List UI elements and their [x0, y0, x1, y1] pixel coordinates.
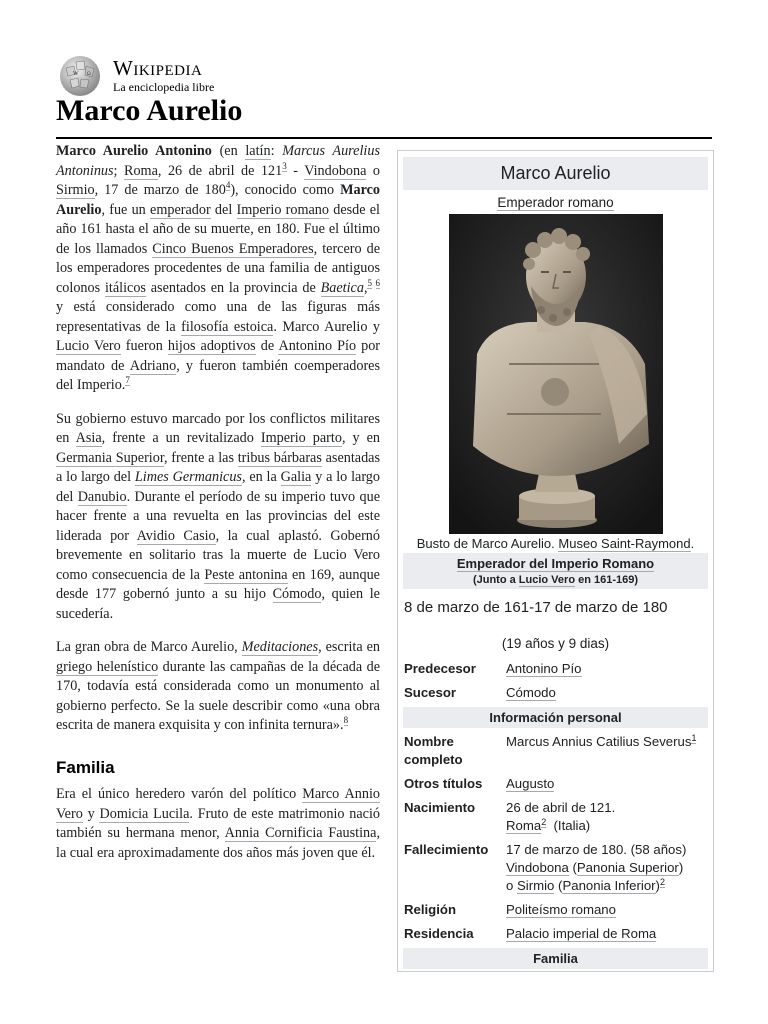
link-comodo[interactable]: Cómodo [272, 586, 322, 602]
image-caption [403, 534, 708, 553]
family-paragraph: Era el único heredero varón del político Marco Annio Vero y Domicia Lucila. Fruto de este matrimonio nació también su hermana menor, Annia Cornificia Faustina, la cual era aproximadamente dos años más joven que él. [56, 786, 381, 861]
link-emperador-imperio-romano[interactable]: Emperador del Imperio Romano [456, 556, 655, 571]
row-predecessor [403, 657, 708, 681]
value-fullname [505, 730, 708, 772]
row-religion [403, 898, 708, 922]
bust-image[interactable] [449, 214, 663, 534]
link-panonia-superior[interactable]: Panonia Superior [576, 860, 679, 875]
row-residence [403, 922, 708, 946]
row-death [403, 838, 708, 898]
link-avidio-casio[interactable]: Avidio Casio [136, 527, 216, 544]
wikipedia-tagline: La enciclopedia libre [113, 80, 215, 94]
link-danubio[interactable]: Danubio [77, 488, 127, 505]
link-death-sirmio[interactable]: Sirmio [517, 878, 555, 893]
personal-info-table [403, 730, 708, 946]
link-sirmio[interactable]: Sirmio [56, 182, 95, 198]
link-germania-superior[interactable]: Germania Superior [56, 449, 164, 466]
office-band [403, 553, 708, 589]
link-emperador-romano[interactable]: Emperador romano [497, 195, 614, 210]
label-residence: Residencia [404, 926, 474, 941]
row-titles [403, 772, 708, 796]
wikipedia-wordmark: Wikipedia [113, 56, 203, 80]
death-date: 17 de marzo de 180. (58 años) [506, 842, 687, 857]
wikipedia-globe-icon [56, 54, 104, 98]
ref-5[interactable]: 5 [367, 277, 372, 288]
coemperor-suffix: en 161-169) [575, 574, 639, 586]
label-predecessor: Predecesor [404, 661, 476, 676]
row-fullname [403, 730, 708, 772]
link-residence[interactable]: Palacio imperial de Roma [506, 926, 657, 941]
government-paragraph: Su gobierno estuvo marcado por los conflictos militares en Asia, frente a un revitalizado Imperio parto, y en Germania Superior, frente a las tribus bárbaras asentadas a lo largo del Limes Germanicus, en la Galia y a lo largo del Danubio. Durante el período de su imperio tuvo que hacer frente a una revuelta en las provincias del este liderada por Avidio Casio, la cual aplastó. Gobernó brevemente en solitario tras la muerte de Lucio Vero como consecuencia de la Peste antonina en 169, aunque desde 177 gobernó junto a su hijo Cómodo, quien le sucedería. [56, 410, 381, 622]
link-limes-germanicus[interactable]: Limes Germanicus [134, 469, 242, 485]
article-body [56, 142, 380, 877]
caption-period: . [690, 536, 695, 551]
personal-info-band: Información personal [403, 707, 708, 728]
link-death-vindobona[interactable]: Vindobona [506, 860, 569, 875]
link-hijos-adoptivos[interactable]: hijos adoptivos [167, 338, 256, 354]
link-filosofia-estoica[interactable]: filosofía estoica [181, 318, 274, 335]
label-fullname: Nombre completo [404, 734, 463, 767]
value-titles [505, 772, 708, 796]
link-lucio-vero[interactable]: Lucio Vero [56, 338, 121, 354]
value-religion [505, 898, 708, 922]
link-roma[interactable]: Roma [124, 162, 158, 179]
bust-illustration [449, 214, 663, 534]
reign-dates: 8 de marzo de 161-17 de marzo de 180 [404, 599, 668, 616]
link-annia-cornificia-faustina[interactable]: Annia Cornificia Faustina [224, 825, 377, 841]
label-birth: Nacimiento [404, 800, 476, 815]
fullname-text: Marcus Annius Catilius Severus [506, 734, 692, 749]
link-vindobona[interactable]: Vindobona [304, 162, 367, 179]
link-successor[interactable]: Cómodo [506, 685, 556, 700]
link-griego-helenistico[interactable]: griego helenístico [56, 658, 159, 675]
ref-fullname[interactable]: 1 [691, 732, 697, 743]
link-peste-antonina[interactable]: Peste antonina [204, 566, 288, 583]
link-birth-place[interactable]: Roma [506, 818, 542, 833]
link-augusto[interactable]: Augusto [506, 776, 555, 791]
ref-3[interactable]: 3 [282, 160, 287, 171]
link-lucio-vero-infobox[interactable]: Lucio Vero [518, 574, 576, 586]
link-galia[interactable]: Galia [280, 469, 312, 485]
label-successor: Sucesor [404, 685, 457, 700]
link-imperio-parto[interactable]: Imperio parto [260, 430, 342, 446]
value-successor [505, 681, 708, 705]
link-italicos[interactable]: itálicos [104, 279, 146, 296]
link-cinco-buenos-emperadores[interactable]: Cinco Buenos Emperadores [152, 240, 314, 257]
wikipedia-header[interactable] [56, 54, 316, 98]
link-panonia-inferior[interactable]: Panonia Inferior [562, 878, 656, 893]
intro-paragraph: Marco Aurelio Antonino (en latín: Marcus Aurelius Antoninus; Roma, 26 de abril de $121^3$ - Vindobona o Sirmio, 17 de marzo de $180^4$), conocido como Marco Aurelio, fue un emperador del Imperio romano desde el año 161 hasta el año de su muerte, en 180. Fue el último de los llamados Cinco Buenos Emperadores, tercero de los emperadores procedentes de una familia de antiguos colonos itálicos asentados en la provincia de Baetica,$^{5 6}$ y está considerado como una de las figuras más representativas de la filosofía estoica. Marco Aurelio y Lucio Vero fueron hijos adoptivos de Antonino Pío por mandato de Adriano, y fueron también coemperadores del Imperio.$^7$ [56, 143, 381, 393]
meditations-paragraph: La gran obra de Marco Aurelio, Meditaciones, escrita en griego helenístico durante las campañas de la década de 170, todavía está considerada como un monumento al gobierno perfecto. Se la suele describir como «una obra escrita de manera exquisita y con infinita ternura».$^8$ [56, 639, 380, 733]
birth-date: 26 de abril de 121. [506, 800, 616, 815]
ref-7[interactable]: 7 [125, 375, 130, 386]
value-death: 17 de marzo de 180. (58 años) Vindobona (Panonia Superior) o Sirmio (Panonia Inferior)$^2$ [506, 842, 687, 893]
link-emperador[interactable]: emperador [150, 201, 211, 218]
infobox-subtitle [403, 190, 708, 214]
page-title: Marco Aurelio [56, 94, 243, 127]
ref-4[interactable]: 4 [225, 180, 231, 191]
link-antonino-pio[interactable]: Antonino Pío [278, 338, 357, 354]
coemperor-note [403, 574, 708, 586]
link-meditaciones[interactable]: Meditaciones [241, 639, 319, 655]
link-predecessor[interactable]: Antonino Pío [506, 661, 582, 676]
family-band: Familia [403, 948, 708, 969]
row-successor [403, 681, 708, 705]
svg-text:Ω: Ω [87, 72, 91, 77]
ref-6[interactable]: 6 [375, 277, 381, 288]
link-imperio-romano[interactable]: Imperio romano [236, 201, 329, 218]
value-birth [505, 796, 708, 838]
link-domicia-lucila[interactable]: Domicia Lucila [99, 805, 190, 822]
title-divider [56, 137, 712, 139]
section-heading-familia: Familia [56, 757, 115, 777]
label-religion: Religión [404, 902, 457, 917]
value-residence [505, 922, 708, 946]
infobox [397, 150, 714, 972]
infobox-title: Marco Aurelio [403, 157, 708, 190]
link-baetica[interactable]: Baetica [320, 279, 364, 296]
link-marco-annio-vero[interactable]: Marco Annio Vero [56, 786, 380, 822]
ref-death[interactable]: 2 [659, 876, 665, 887]
link-tribus-barbaras[interactable]: tribus bárbaras [237, 449, 322, 466]
link-adriano[interactable]: Adriano [129, 357, 177, 374]
value-predecessor [505, 657, 708, 681]
label-titles: Otros títulos [404, 776, 483, 791]
link-religion[interactable]: Politeísmo romano [506, 902, 616, 917]
ref-birth[interactable]: 2 [541, 816, 547, 827]
succession-table [403, 657, 708, 705]
link-asia[interactable]: Asia [75, 430, 102, 446]
label-death: Fallecimiento [404, 842, 489, 857]
caption-text: Busto de Marco Aurelio. [416, 536, 559, 551]
coemperor-prefix: (Junto a [472, 574, 519, 586]
reign-duration: (19 años y 9 dias) [501, 636, 610, 651]
svg-text:W: W [73, 71, 79, 77]
row-birth [403, 796, 708, 838]
ref-8[interactable]: 8 [343, 715, 349, 726]
link-museo-saint-raymond[interactable]: Museo Saint-Raymond [558, 536, 691, 551]
link-latin[interactable]: latín [245, 143, 271, 159]
birth-country: (Italia) [553, 818, 591, 833]
